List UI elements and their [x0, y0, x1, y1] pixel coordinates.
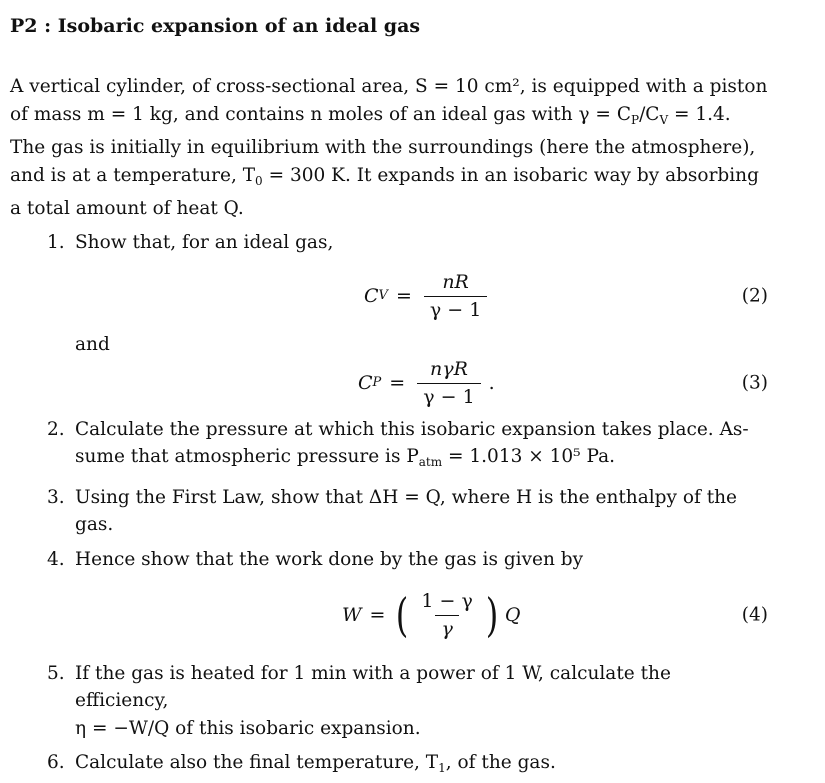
question-list-end — [10, 660, 770, 783]
document-page — [10, 12, 770, 783]
equation-number: (2) — [741, 285, 768, 307]
question-6: 6. Calculate also the final temperature, $T_1$, of the gas. — [47, 752, 556, 776]
question-text: Show that, for an ideal gas, — [75, 231, 334, 253]
intro-line-3: The gas is initially in equilibrium with the surroundings (here the atmosphere), — [10, 137, 756, 159]
equation-3: C P = $\frac{\text{nγR}}{\gamma - 1}$ . (3) — [358, 357, 768, 408]
question-5: 5. If the gas is heated for 1 min with a power of 1 W, calculate the efficiency, η = −W/Q of this isobaric expansion. — [47, 662, 671, 739]
fraction: $\frac{\text{nγR}}{\gamma - 1}$ — [417, 358, 480, 408]
intro-line-2: of mass m = 1 kg, and contains n moles of an ideal gas with $\gamma = C_P/C_V = 1.4$. — [10, 103, 731, 127]
fraction: $\frac{nR}{\gamma - 1}$ — [424, 271, 487, 321]
equation-number: (4) — [741, 604, 768, 626]
question-1 — [10, 229, 770, 257]
question-2: 2. Calculate the pressure at which this isobaric expansion takes place. As- sume that atmospheric pressure is $P_{atm} = 1.013 \times 10^5$ Pa. — [47, 418, 749, 470]
and-text: and — [75, 333, 110, 355]
question-list — [10, 229, 770, 257]
question-4: 4. Hence show that the work done by the gas is given by — [47, 548, 584, 570]
intro-line-1: A vertical cylinder, of cross-sectional area, S = 10 cm², is equipped with a piston — [10, 76, 768, 97]
intro-line-4: and is at a temperature, $T_0 = 300$ K. It expands in an isobaric way by absorbing — [10, 164, 759, 188]
equation-4: W = ( $\frac{1 - \gamma}{\gamma}$ ) Q (4) — [342, 587, 768, 642]
equation-number: (3) — [741, 372, 768, 394]
equation-2: C V = $\frac{nR}{\gamma - 1}$ (2) — [364, 270, 768, 321]
intro-paragraph — [10, 73, 770, 223]
problem-title: P2 : Isobaric expansion of an ideal gas — [10, 15, 421, 37]
question-list-cont — [10, 416, 770, 574]
intro-line-5: a total amount of heat Q. — [10, 198, 244, 220]
question-number: 1. — [47, 231, 65, 253]
question-3: 3. Using the First Law, show that ΔH = Q, where H is the enthalpy of the gas. — [47, 486, 738, 536]
fraction: $\frac{1 - \gamma}{\gamma}$ — [421, 589, 473, 640]
